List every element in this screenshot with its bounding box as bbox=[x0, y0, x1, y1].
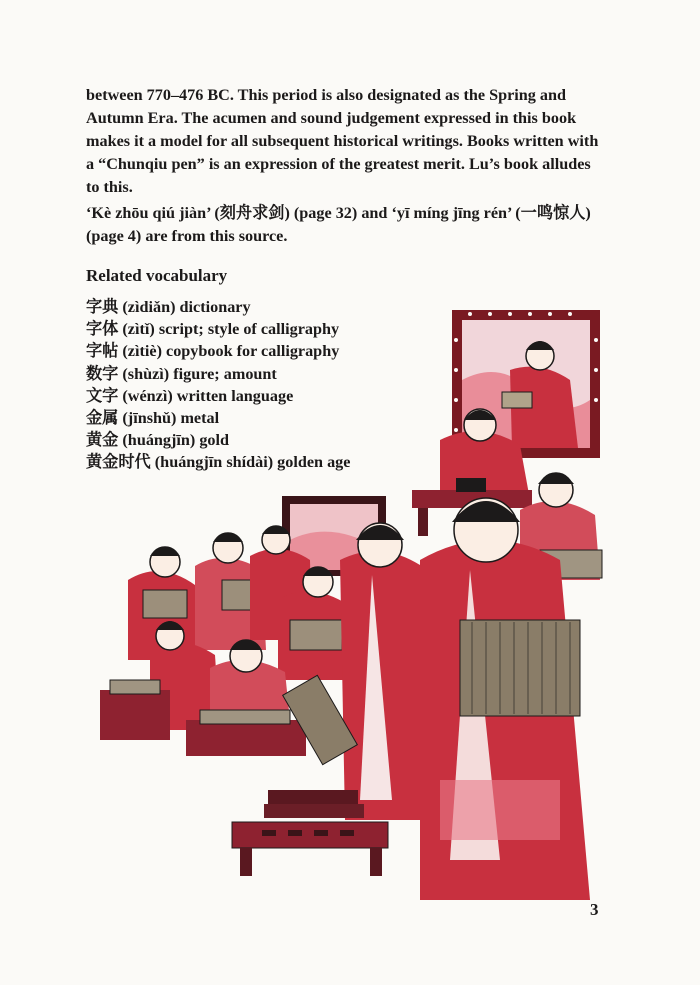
body-paragraph-1: between 770–476 BC. This period is also designated as the Spring and Autumn Era. The acumen and sound judgement expressed in this book makes it a model for all subsequent historical writings. Books written with a “Chunqiu pen” is an expression of the greatest merit. Lu’s book alludes to this. bbox=[86, 86, 599, 196]
scholar-figure bbox=[283, 523, 430, 820]
vocabulary-item: 黄金时代 (huángjīn shídài) golden age bbox=[86, 453, 351, 472]
vocabulary-item: 字帖 (zìtiè) copybook for calligraphy bbox=[86, 342, 340, 361]
background-screen bbox=[282, 496, 386, 576]
vocabulary-item: 数字 (shùzì) figure; amount bbox=[86, 364, 277, 383]
vocabulary-item: 黄金 (huángjīn) gold bbox=[86, 431, 230, 450]
vocabulary-item: 文字 (wénzì) written language bbox=[86, 386, 294, 405]
scholar-figure bbox=[412, 409, 532, 536]
page-number: 3 bbox=[590, 900, 599, 919]
scholar-figure bbox=[520, 473, 602, 580]
vocabulary-item: 金属 (jīnshǔ) metal bbox=[86, 409, 220, 428]
vocabulary-list bbox=[86, 296, 350, 474]
vocabulary-heading: Related vocabulary bbox=[86, 266, 228, 285]
vocabulary-item: 字体 (zìtǐ) script; style of calligraphy bbox=[86, 320, 340, 339]
wall-painting bbox=[452, 310, 600, 458]
body-paragraph-2: ‘Kè zhōu qiú jiàn’ (刻舟求剑) (page 32) and ‘yī míng jīng rén’ (一鸣惊人) (page 4) are from this source. bbox=[86, 204, 591, 245]
clerk-group bbox=[128, 526, 354, 740]
writing-desk bbox=[100, 680, 306, 756]
scroll-bench bbox=[232, 790, 388, 876]
vocabulary-item: 字典 (zìdiǎn) dictionary bbox=[86, 298, 251, 316]
scholar-figure bbox=[502, 341, 578, 448]
scholar-figure bbox=[420, 478, 590, 900]
